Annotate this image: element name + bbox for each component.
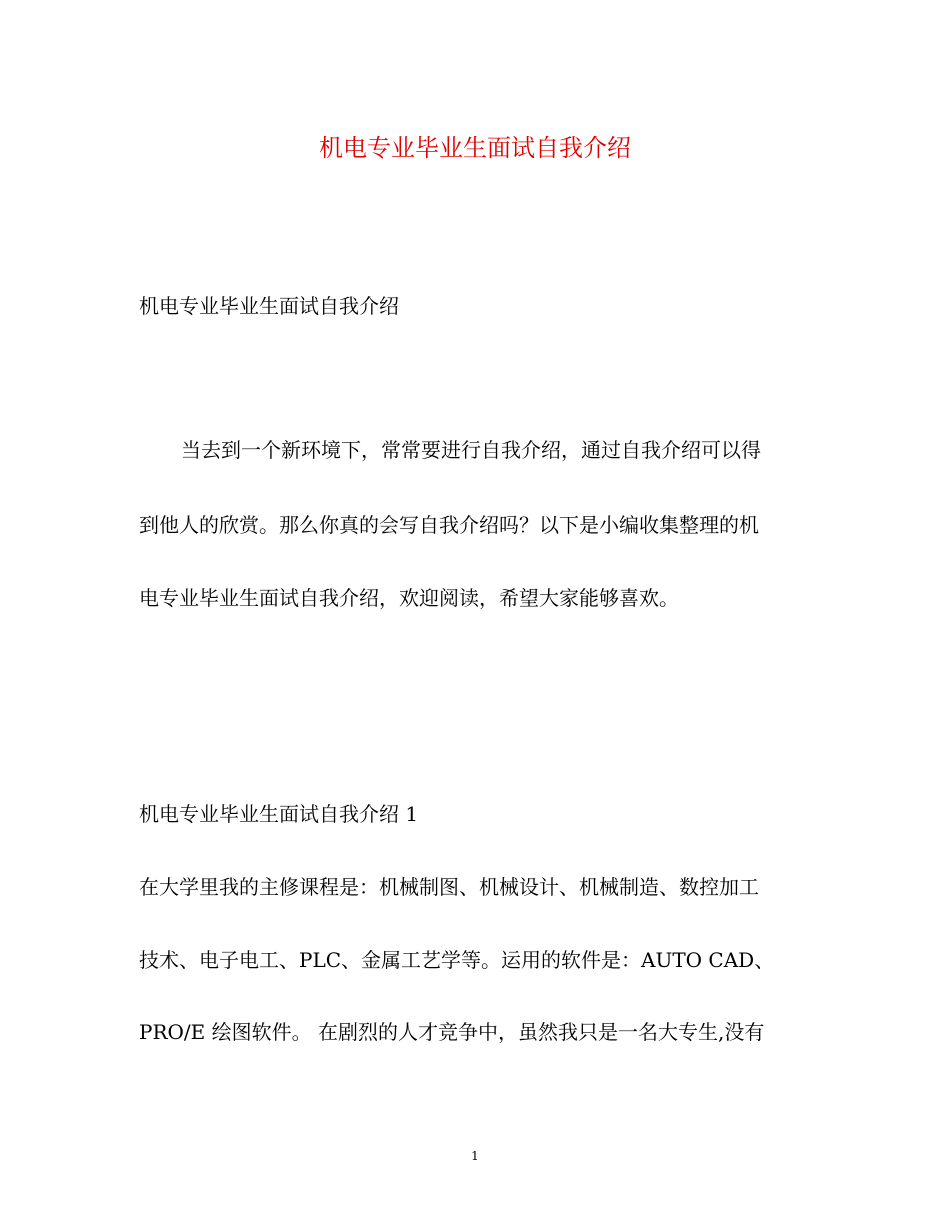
section-paragraph-line: 在大学里我的主修课程是：机械制图、机械设计、机械制造、数控加工 xyxy=(139,875,759,899)
section-paragraph-line: PRO/E 绘图软件。 在剧烈的人才竞争中，虽然我只是一名大专生,没有 xyxy=(139,1020,765,1044)
section-heading: 机电专业毕业生面试自我介绍 1 xyxy=(139,802,419,826)
section-paragraph-line: 技术、电子电工、PLC、金属工艺学等。运用的软件是：AUTO CAD、 xyxy=(139,948,775,972)
page-number: 1 xyxy=(471,1149,479,1163)
document-title: 机电专业毕业生面试自我介绍 xyxy=(319,134,631,162)
document-subtitle: 机电专业毕业生面试自我介绍 xyxy=(139,294,399,318)
intro-paragraph-line: 当去到一个新环境下，常常要进行自我介绍，通过自我介绍可以得 xyxy=(181,438,761,462)
intro-paragraph-line: 电专业毕业生面试自我介绍，欢迎阅读，希望大家能够喜欢。 xyxy=(139,586,679,610)
intro-paragraph-line: 到他人的欣赏。那么你真的会写自我介绍吗？以下是小编收集整理的机 xyxy=(139,513,759,537)
